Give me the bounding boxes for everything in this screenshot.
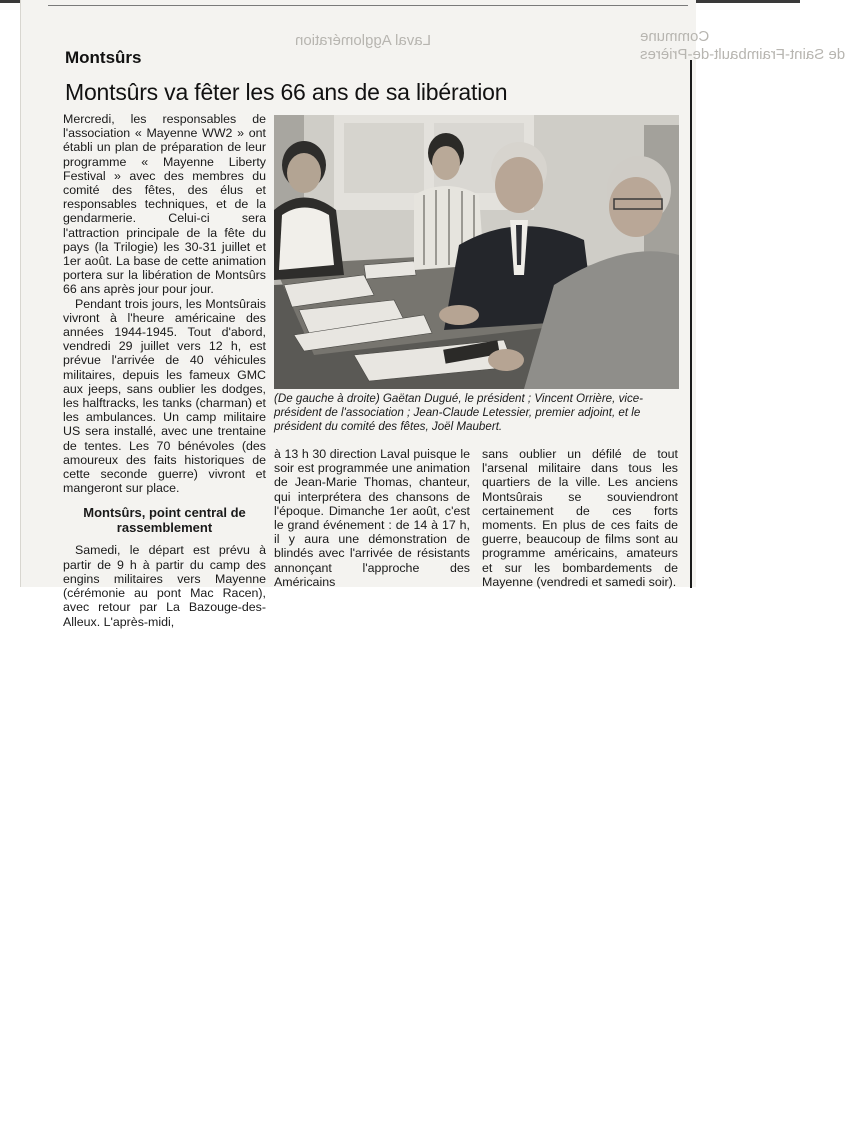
article-paragraph: à 13 h 30 direction Laval puisque le soir est programmée une animation de Jean-Marie Thomas, chanteur, qui interprétera des chansons de l'époque. Dimanche 1er août, c'est le grand événement : de 14 à 17 h, il y aura une démonstration de blindés avec l'arrivée de résistants annonçant l'approche des Américains xyxy=(274,447,470,589)
article-paragraph: Pendant trois jours, les Montsûrais vivront à l'heure américaine des années 1944-1945. Tout d'abord, vendredi 29 juillet vers 12 h, est prévue l'arrivée de 40 véhicules militaires, depuis les fameux GMC aux jeeps, sans oublier les dodges, les halftracks, les tanks (charman) et les ambulances. Un camp militaire US sera installé, avec une trentaine de tentes. Les 70 bénévoles (des amoureux des faits historiques de cette seconde guerre) vivront et mangeront sur place. xyxy=(63,296,266,496)
article-column-1 xyxy=(63,112,266,629)
article-paragraph: Mercredi, les responsables de l'association « Mayenne WW2 » ont établi un plan de préparation de leur programme « Mayenne Liberty Festival » avec des membres du comité des fêtes, des élus et responsables techniques, et de la gendarmerie. Celui-ci sera l'attraction principale de la fête du pays (la Trilogie) les 30-31 juillet et 1er août. La base de cette animation portera sur la libération de Montsûrs 66 ans après jour pour jour. xyxy=(63,112,266,297)
bleed-through-text: Laval Agglomération xyxy=(295,32,431,49)
article-paragraph: sans oublier un défilé de tout l'arsenal militaire dans tous les quartiers de la ville. Les anciens Montsûrais se souviendront certainement de ces forts moments. En plus de ces faits de guerre, beaucoup de films sont au programme américains, amateurs et sur les bombardements de Mayenne (vendredi et samedi soir). xyxy=(482,447,678,589)
section-label: Montsûrs xyxy=(65,48,142,67)
article-column-3 xyxy=(482,447,678,589)
photo-caption: (De gauche à droite) Gaëtan Dugué, le président ; Vincent Orrière, vice-président de l'association ; Jean-Claude Letessier, premier adjoint, et le président du comité des fêtes, Joël Maubert. xyxy=(274,392,644,433)
header-rule xyxy=(48,5,688,6)
headline: Montsûrs va fêter les 66 ans de sa libération xyxy=(65,79,508,105)
bleed-through-text: de Saint-Fraimbault-de-Prières xyxy=(640,46,845,63)
bleed-through-text: Commune xyxy=(640,28,710,45)
article-column-2 xyxy=(274,447,470,589)
article-photo xyxy=(274,115,679,389)
clipping-edge xyxy=(690,60,692,588)
article-paragraph: Samedi, le départ est prévu à partir de 9 h à partir du camp des engins militaires vers Mayenne (cérémonie au pont Mac Racen), avec retour par La Bazouge-des-Alleux. L'après-midi, xyxy=(63,543,266,629)
article-subheading: Montsûrs, point central de rassemblement xyxy=(83,505,246,536)
